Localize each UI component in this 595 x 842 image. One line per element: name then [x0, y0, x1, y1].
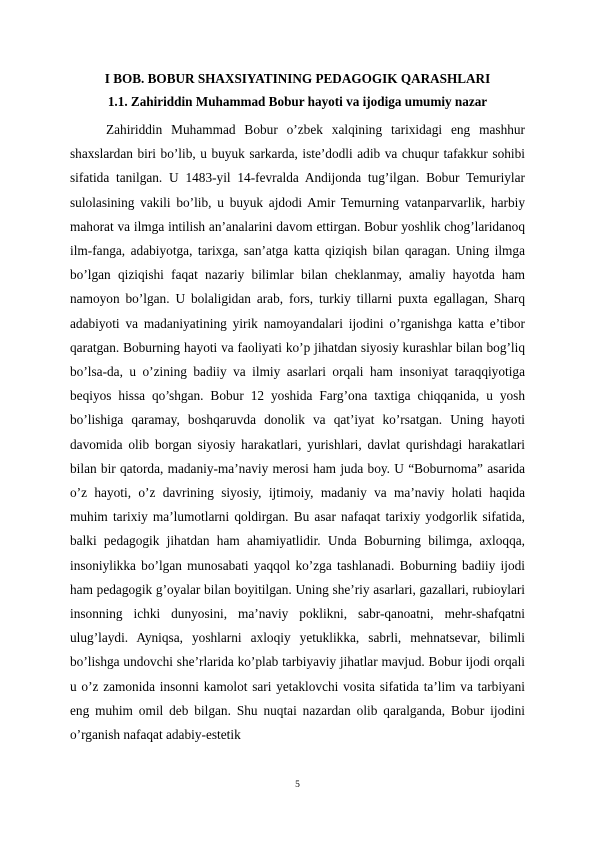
section-title: 1.1. Zahiriddin Muhammad Bobur hayoti va ijodiga umumiy nazar: [107, 94, 488, 109]
page-number: 5: [295, 780, 300, 790]
body-paragraph: Zahiriddin Muhammad Bobur o’zbek xalqining tarixidagi eng mashhur shaxslardan biri bo’lib, u buyuk sarkarda, iste’dodli adib va chuqur tafakkur sohibi sifatida tanilgan. U 1483-yil 14-fevralda Andijonda tug’ilgan. Bobur Temuriylar sulolasining vakili bo’lib, u buyuk ajdodi Amir Temurning vatanparvarlik, harbiy mahorat va ilmga intilish an’analarini davom ettirgan. Bobur yoshlik chog’laridanoq ilm-fanga, adabiyotga, tarixga, san’atga katta qiziqish bilan qaragan. Uning ilmga bo’lgan qiziqishi faqat nazariy bilimlar bilan cheklanmay, amaliy hayotda ham namoyon bo’lgan. U bolaligidan arab, fors, turkiy tillarni puxta egallagan, Sharq adabiyoti va madaniyatining yirik namoyandalari ijodini o’rganishga katta e’tibor qaratgan. Boburning hayoti va faoliyati ko’p jihatdan siyosiy kurashlar bilan bog’liq bo’lsa-da, u o’zining badiiy va ilmiy asarlari orqali ham insoniyat taraqqiyotiga beqiyos hissa qo’shgan. Bobur 12 yoshida Farg’ona taxtiga chiqqanida, u yosh bo’lishiga qaramay, boshqaruvda donolik va qat’iyat ko’rsatgan. Uning hayoti davomida olib borgan siyosiy harakatlari, yurishlari, davlat qurishdagi harakatlari bilan bir qatorda, madaniy-ma’naviy merosi ham juda boy. U “Boburnoma” asarida o’z hayoti, o’z davrining siyosiy, ijtimoiy, madaniy va ma’naviy holati haqida muhim tarixiy ma’lumotlarni qoldirgan. Bu asar nafaqat tarixiy yodgorlik sifatida, balki pedagogik jihatdan ham ahamiyatlidir. Unda Boburning bilimga, axloqqa, insoniylikka bo’lgan munosabati yaqqol ko’zga tashlanadi. Boburning badiiy ijodi ham pedagogik g’oyalar bilan boyitilgan. Uning she’riy asarlari, gazallari, rubioylari insonning ichki dunyosini, ma’naviy poklikni, sabr-qanoatni, mehr-shafqatni ulug’laydi. Ayniqsa, yoshlarni axloqiy yetuklikka, sabrli, mehnatsevar, bilimli bo’lishga undovchi she’rlarida ko’plab tarbiyaviy jihatlar mavjud. Bobur ijodi orqali u o’z zamonida insonni kamolot sari yetaklovchi vosita sifatida ta’lim va tarbiyani eng muhim omil deb bilgan. Shu nuqtai nazardan olib qaralganda, Bobur ijodini o’rganish nafaqat adabiy-estetik: [70, 122, 525, 743]
chapter-title: I BOB. BOBUR SHAXSIYATINING PEDAGOGIK QARASHLARI: [104, 71, 491, 86]
